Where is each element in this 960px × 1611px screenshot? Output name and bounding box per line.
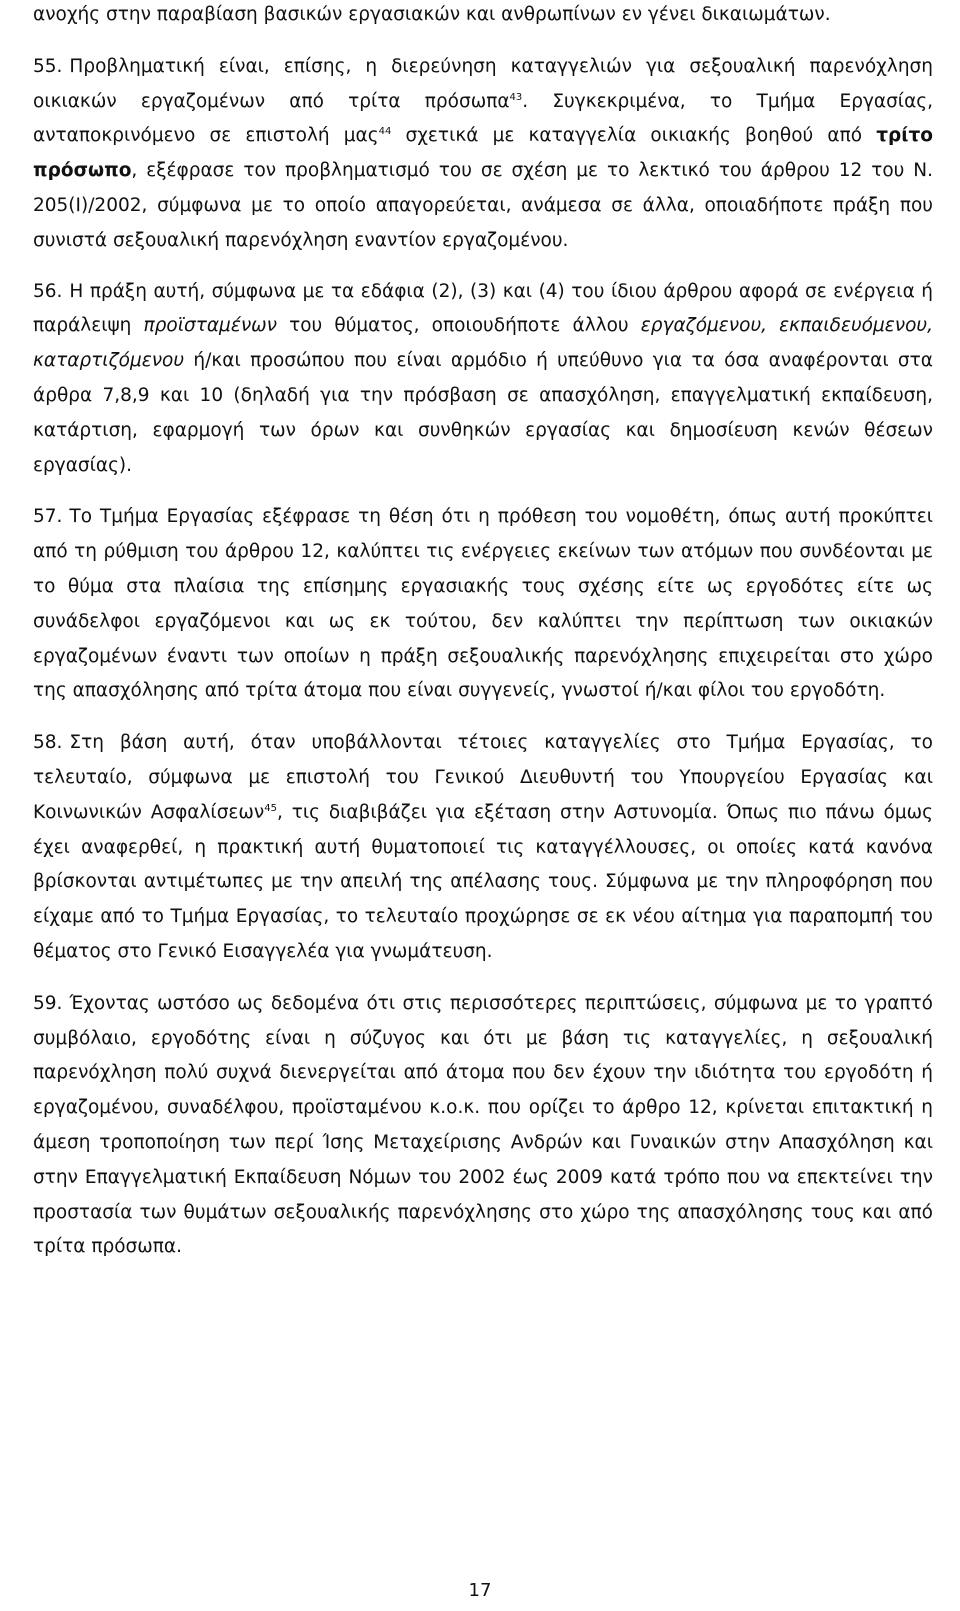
document-page: [33, 0, 933, 1265]
paragraph-57: [33, 500, 933, 709]
paragraph-text: σχετικά με καταγγελία οικιακής βοηθού από: [391, 125, 877, 147]
paragraph-text: Στη βάση αυτή, όταν υποβάλλονται τέτοιες καταγγελίες στο Τμήμα Εργασίας, το τελευταίο, σύμφωνα με επιστολή του Γενικού Διευθυντή του Υπουργείου Εργασίας και Κοινωνικών Ασφαλίσεων: [33, 732, 933, 823]
paragraph-number: 57.: [33, 506, 63, 528]
paragraph-number: 59.: [33, 992, 63, 1014]
paragraph-text: Η πράξη αυτή, σύμφωνα με τα εδάφια (2), (3) και (4) του ίδιου άρθρου αφορά σε ενέργεια ή παράλειψη: [33, 280, 933, 337]
paragraph-55: [33, 50, 933, 259]
italic-phrase: εργαζόμενου, εκπαιδευόμενου, καταρτιζόμενου: [33, 315, 933, 372]
paragraph-text: ή/και προσώπου που είναι αρμόδιο ή υπεύθυνο για τα όσα αναφέρονται στα άρθρα 7,8,9 και 10 (δηλαδή για την πρόσβαση σε απασχόληση, επαγγελματική εκπαίδευση, κατάρτιση, εφαρμογή των όρων και συνθηκών εργασίας και δημοσίευση κενών θέσεων εργασίας).: [33, 350, 933, 476]
paragraph-text: Το Τμήμα Εργασίας εξέφρασε τη θέση ότι η πρόθεση του νομοθέτη, όπως αυτή προκύπτει από τη ρύθμιση του άρθρου 12, καλύπτει τις ενέργειες εκείνων των ατόμων που συνδέονται με το θύμα στα πλαίσια της επίσημης εργασιακής τους σχέσης είτε ως εργοδότες είτε ως συνάδελφοι εργαζόμενοι και ως εκ τούτου, δεν καλύπτει την περίπτωση των οικιακών εργαζομένων έναντι των οποίων η πράξη σεξουαλικής παρενόχλησης επιχειρείται στο χώρο της απασχόλησης από τρίτα άτομα που είναι συγγενείς, γνωστοί ή/και φίλοι του εργοδότη.: [33, 506, 933, 702]
italic-phrase: προϊσταμένων: [143, 315, 277, 337]
paragraph-59: [33, 987, 933, 1265]
footnote-ref-44: 44: [378, 126, 392, 138]
page-number: 17: [468, 1580, 492, 1601]
paragraph-text: Έχοντας ωστόσο ως δεδομένα ότι στις περισσότερες περιπτώσεις, σύμφωνα με το γραπτό συμβόλαιο, εργοδότης είναι η σύζυγος και ότι με βάση τις καταγγελίες, η σεξουαλική παρενόχληση πολύ συχνά διενεργείται από άτομα που δεν έχουν την ιδιότητα του εργοδότη ή εργαζομένου, συναδέλφου, προϊσταμένου κ.ο.κ. που ορίζει το άρθρο 12, κρίνεται επιτακτική η άμεση τροποποίηση των περί Ίσης Μεταχείρισης Ανδρών και Γυναικών στην Απασχόληση και στην Επαγγελματική Εκπαίδευση Νόμων του 2002 έως 2009 κατά τρόπο που να επεκτείνει την προστασία των θυμάτων σεξουαλικής παρενόχλησης στο χώρο της απασχόλησης τους και από τρίτα πρόσωπα.: [33, 992, 933, 1258]
paragraph-number: 55.: [33, 55, 63, 77]
paragraph-text: του θύματος, οποιουδήποτε άλλου: [276, 315, 641, 337]
paragraph-continuation: [33, 0, 933, 33]
footnote-ref-45: 45: [264, 802, 277, 814]
paragraph-text: Προβληματική είναι, επίσης, η διερεύνηση καταγγελιών για σεξουαλική παρενόχληση οικιακών εργαζομένων από τρίτα πρόσωπα: [33, 55, 933, 112]
footnote-ref-43: 43: [509, 91, 523, 103]
paragraph-58: [33, 726, 933, 970]
paragraph-text: , τις διαβιβάζει για εξέταση στην Αστυνομία. Όπως πιο πάνω όμως έχει αναφερθεί, η πρακτική αυτή θυματοποιεί τις καταγγέλλουσες, οι οποίες κατά κανόνα βρίσκονται αντιμέτωπες με την απειλή της απέλασης τους. Σύμφωνα με την πληροφόρηση που είχαμε από το Τμήμα Εργασίας, το τελευταίο προχώρησε σε εκ νέου αίτημα για παραπομπή του θέματος στο Γενικό Εισαγγελέα για γνωμάτευση.: [33, 801, 933, 962]
paragraph-number: 58.: [33, 732, 63, 754]
bold-phrase: τρίτο πρόσωπο: [33, 125, 933, 182]
paragraph-56: [33, 275, 933, 484]
paragraph-text: . Συγκεκριμένα, το Τμήμα Εργασίας, ανταποκρινόμενο σε επιστολή μας: [33, 90, 933, 147]
paragraph-number: 56.: [33, 280, 63, 302]
paragraph-text: ανοχής στην παραβίαση βασικών εργασιακών και ανθρωπίνων εν γένει δικαιωμάτων.: [33, 4, 831, 25]
paragraph-text: , εξέφρασε τον προβληματισμό του σε σχέση με το λεκτικό του άρθρου 12 του Ν. 205(Ι)/2002, σύμφωνα με το οποίο απαγορεύεται, ανάμεσα σε άλλα, οποιαδήποτε πράξη που συνιστά σεξουαλική παρενόχληση εναντίον εργαζομένου.: [33, 160, 933, 251]
